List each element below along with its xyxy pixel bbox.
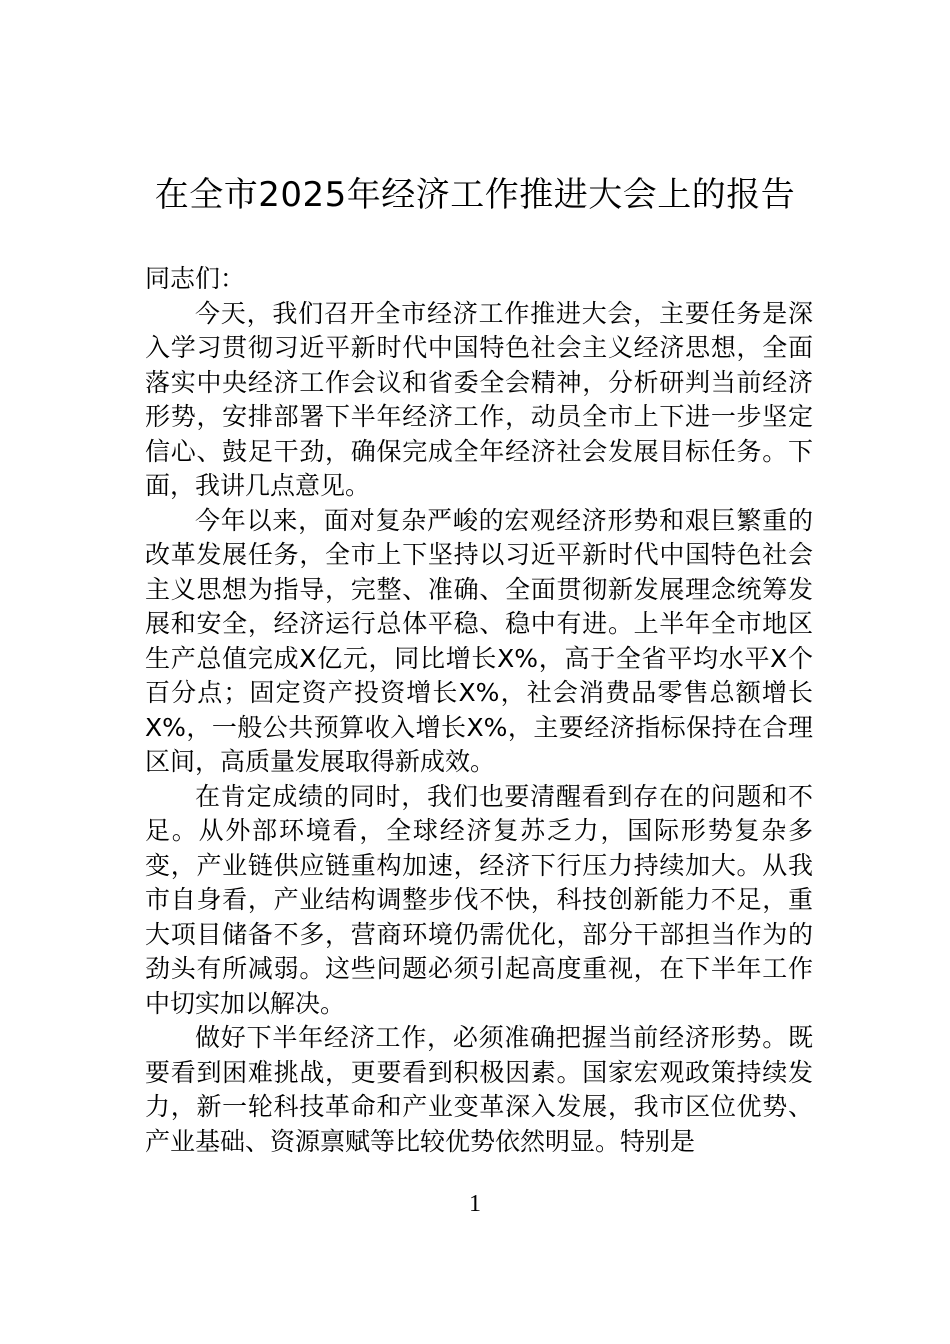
page-number: 1 [469,1191,481,1217]
salutation: 同志们： [145,264,246,293]
document-title: 在全市2025年经济工作推进大会上的报告 [154,175,796,215]
document-body [145,262,813,1159]
paragraph-1: 今天，我们召开全市经济工作推进大会，主要任务是深入学习贯彻习近平新时代中国特色社会主义经济思想，全面落实中央经济工作会议和省委全会精神，分析研判当前经济形势，安排部署下半年经济工作，动员全市上下进一步坚定信心、鼓足干劲，确保完成全年经济社会发展目标任务。下面，我讲几点意见。 [145,298,813,500]
paragraph-4: 做好下半年经济工作，必须准确把握当前经济形势。既要看到困难挑战，更要看到积极因素。国家宏观政策持续发力，新一轮科技革命和产业变革深入发展，我市区位优势、产业基础、资源禀赋等比较优势依然明显。特别是 [145,1023,813,1156]
paragraph-2: 今年以来，面对复杂严峻的宏观经济形势和艰巨繁重的改革发展任务，全市上下坚持以习近平新时代中国特色社会主义思想为指导，完整、准确、全面贯彻新发展理念统筹发展和安全，经济运行总体平稳、稳中有进。上半年全市地区生产总值完成X亿元，同比增长X%，高于全省平均水平X个百分点；固定资产投资增长X%，社会消费品零售总额增长X%，一般公共预算收入增长X%，主要经济指标保持在合理区间，高质量发展取得新成效。 [145,505,813,776]
paragraph-3: 在肯定成绩的同时，我们也要清醒看到存在的问题和不足。从外部环境看，全球经济复苏乏力，国际形势复杂多变，产业链供应链重构加速，经济下行压力持续加大。从我市自身看，产业结构调整步伐不快，科技创新能力不足，重大项目储备不多，营商环境仍需优化，部分干部担当作为的劲头有所减弱。这些问题必须引起高度重视，在下半年工作中切实加以解决。 [145,781,813,1018]
